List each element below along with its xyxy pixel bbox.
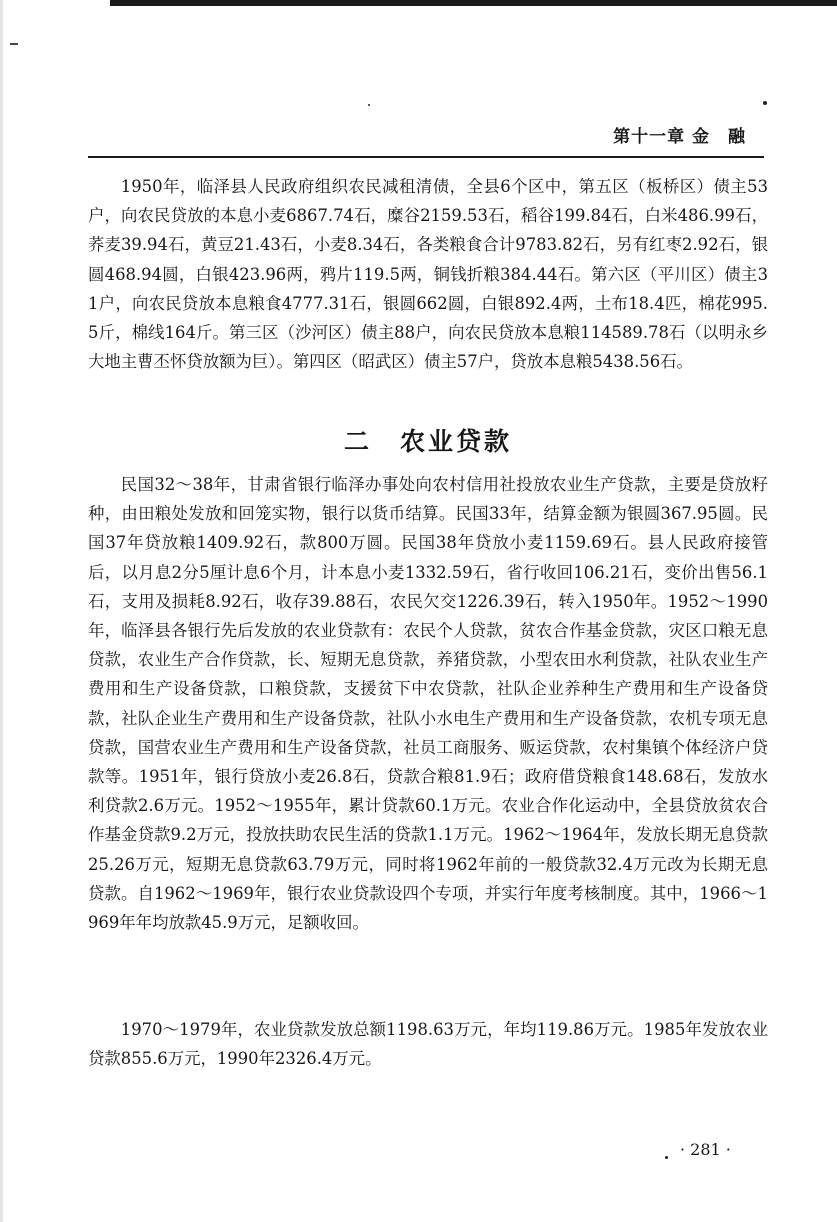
scan-dash-mark (10, 43, 18, 45)
chapter-title: 第十一章 金 融 (613, 127, 746, 147)
scan-dot-mark (763, 101, 767, 105)
page-number: · 281 · (680, 1140, 731, 1159)
section-heading: 二 农业贷款 (343, 427, 512, 456)
running-header (88, 120, 764, 158)
page-left-edge (0, 0, 3, 1222)
scan-dot-mark (665, 1156, 668, 1159)
scan-dot-mark (368, 104, 370, 106)
paragraph-agricultural-loans: 民国32～38年，甘肃省银行临泽办事处向农村信用社投放农业生产贷款，主要是贷放籽种，由田粮处发放和回笼实物，银行以货币结算。民国33年，结算金额为银圆367.95圆。民国37年贷放粮1409.92石，款800万圆。民国38年贷放小麦1159.69石。县人民政府接管后，以月息2分5厘计息6个月，计本息小麦1332.59石，省行收回106.21石，变价出售56.1石，支用及损耗8.92石，收存39.88石，农民欠交1226.39石，转入1950年。1952～1990年，临泽县各银行先后发放的农业贷款有：农民个人贷款，贫农合作基金贷款，灾区口粮无息贷款，农业生产合作贷款，长、短期无息贷款，养猪贷款，小型农田水利贷款，社队农业生产费用和生产设备贷款，口粮贷款，支援贫下中农贷款，社队企业养种生产费用和生产设备贷款，社队企业生产费用和生产设备贷款，社队小水电生产费用和生产设备贷款，农机专项无息贷款，国营农业生产费用和生产设备贷款，社员工商服务、贩运贷款，农村集镇个体经济户贷款等。1951年，银行贷放小麦26.8石，贷款合粮81.9石；政府借贷粮食148.68石，发放水利贷款2.6万元。1952～1955年，累计贷款60.1万元。农业合作化运动中，全县贷放贫农合作基金贷款9.2万元，投放扶助农民生活的贷款1.1万元。1962～1964年，发放长期无息贷款25.26万元，短期无息贷款63.79万元，同时将1962年前的一般贷款32.4万元改为长期无息贷款。自1962～1969年，银行农业贷款设四个专项，并实行年度考核制度。其中，1966～1969年年均放款45.9万元，足额收回。 (88, 475, 768, 933)
paragraph-loan-totals: 1970～1979年，农业贷款发放总额1198.63万元，年均119.86万元。1985年发放农业贷款855.6万元，1990年2326.4万元。 (88, 1020, 768, 1069)
paragraph-debt-clearing: 1950年，临泽县人民政府组织农民减租清债，全县6个区中，第五区（板桥区）债主53户，向农民贷放的本息小麦6867.74石，糜谷2159.53石，稻谷199.84石，白米486.99石，荞麦39.94石，黄豆21.43石，小麦8.34石，各类粮食合计9783.82石，另有红枣2.92石，银圆468.94圆，白银423.96两，鸦片119.5两，铜钱折粮384.44石。第六区（平川区）债主31户，向农民贷放本息粮食4777.31石，银圆662圆，白银892.4两，土布18.4匹，棉花995.5斤，棉线164斤。第三区（沙河区）债主88户，向农民贷放本息粮114589.78石（以明永乡大地主曹丕怀贷放额为巨）。第四区（昭武区）债主57户，贷放本息粮5438.56石。 (88, 177, 768, 372)
page-top-rule (110, 0, 837, 6)
